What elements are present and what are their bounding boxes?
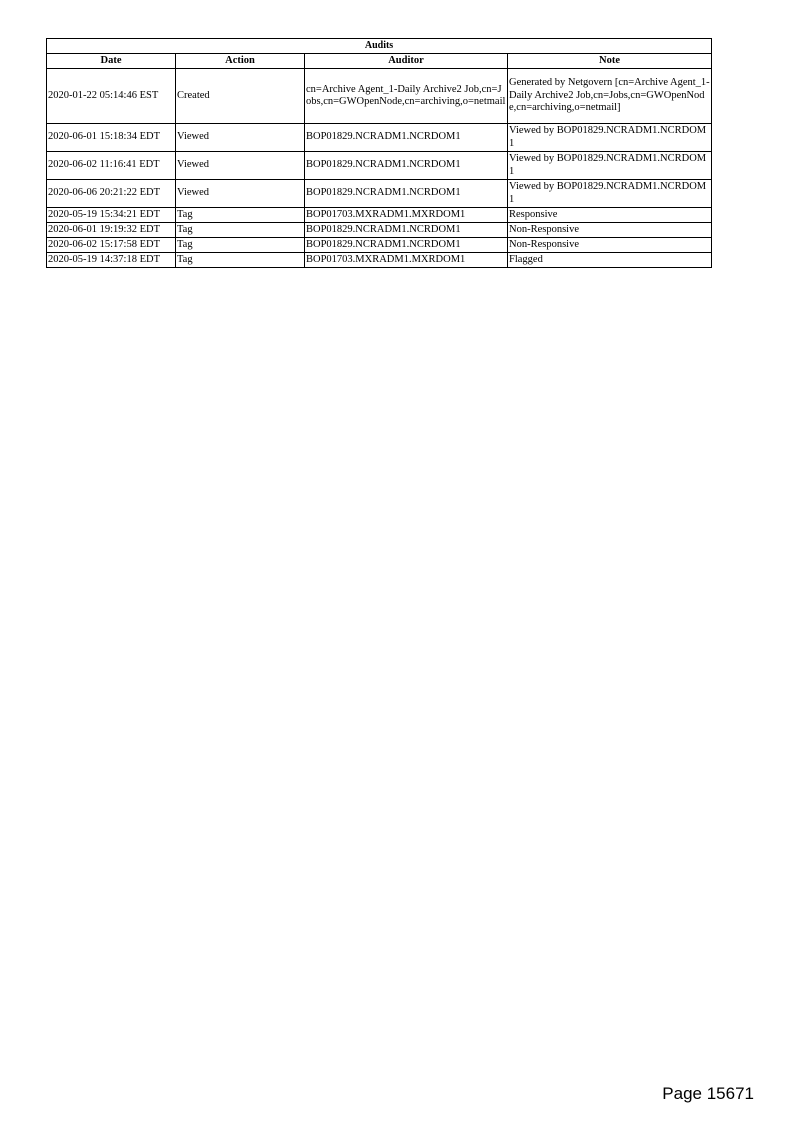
cell-date: 2020-06-06 20:21:22 EDT [47,180,176,208]
cell-action: Created [176,69,305,124]
column-header-action: Action [176,54,305,69]
cell-auditor: BOP01703.MXRADM1.MXRDOM1 [305,253,508,268]
cell-date: 2020-06-01 19:19:32 EDT [47,223,176,238]
cell-date: 2020-06-02 11:16:41 EDT [47,152,176,180]
table-row [47,180,712,208]
cell-note: Non-Responsive [508,238,712,253]
table-row [47,124,712,152]
table-row [47,152,712,180]
cell-auditor: BOP01829.NCRADM1.NCRDOM1 [305,124,508,152]
cell-auditor: BOP01829.NCRADM1.NCRDOM1 [305,223,508,238]
table-row [47,223,712,238]
cell-note: Non-Responsive [508,223,712,238]
table-header-row [47,54,712,69]
table-row [47,238,712,253]
cell-auditor: BOP01703.MXRADM1.MXRDOM1 [305,208,508,223]
cell-note: Viewed by BOP01829.NCRADM1.NCRDOM1 [508,180,712,208]
cell-auditor: BOP01829.NCRADM1.NCRDOM1 [305,180,508,208]
column-header-date: Date [47,54,176,69]
cell-date: 2020-06-02 15:17:58 EDT [47,238,176,253]
cell-date: 2020-05-19 14:37:18 EDT [47,253,176,268]
audits-table [46,38,712,268]
column-header-auditor: Auditor [305,54,508,69]
cell-action: Viewed [176,180,305,208]
cell-auditor: cn=Archive Agent_1-Daily Archive2 Job,cn=Jobs,cn=GWOpenNode,cn=archiving,o=netmail [305,69,508,124]
table-row [47,69,712,124]
cell-action: Tag [176,223,305,238]
cell-auditor: BOP01829.NCRADM1.NCRDOM1 [305,152,508,180]
cell-note: Generated by Netgovern [cn=Archive Agent_1-Daily Archive2 Job,cn=Jobs,cn=GWOpenNode,cn=archiving,o=netmail] [508,69,712,124]
cell-date: 2020-01-22 05:14:46 EST [47,69,176,124]
page-number: Page 15671 [662,1084,754,1103]
table-row [47,253,712,268]
cell-date: 2020-06-01 15:18:34 EDT [47,124,176,152]
cell-action: Tag [176,253,305,268]
cell-note: Responsive [508,208,712,223]
cell-note: Viewed by BOP01829.NCRADM1.NCRDOM1 [508,124,712,152]
cell-action: Tag [176,238,305,253]
table-row [47,208,712,223]
cell-action: Viewed [176,124,305,152]
cell-note: Viewed by BOP01829.NCRADM1.NCRDOM1 [508,152,712,180]
cell-date: 2020-05-19 15:34:21 EDT [47,208,176,223]
table-title: Audits [47,39,712,54]
table-title-row [47,39,712,54]
cell-note: Flagged [508,253,712,268]
cell-action: Viewed [176,152,305,180]
cell-auditor: BOP01829.NCRADM1.NCRDOM1 [305,238,508,253]
cell-action: Tag [176,208,305,223]
column-header-note: Note [508,54,712,69]
